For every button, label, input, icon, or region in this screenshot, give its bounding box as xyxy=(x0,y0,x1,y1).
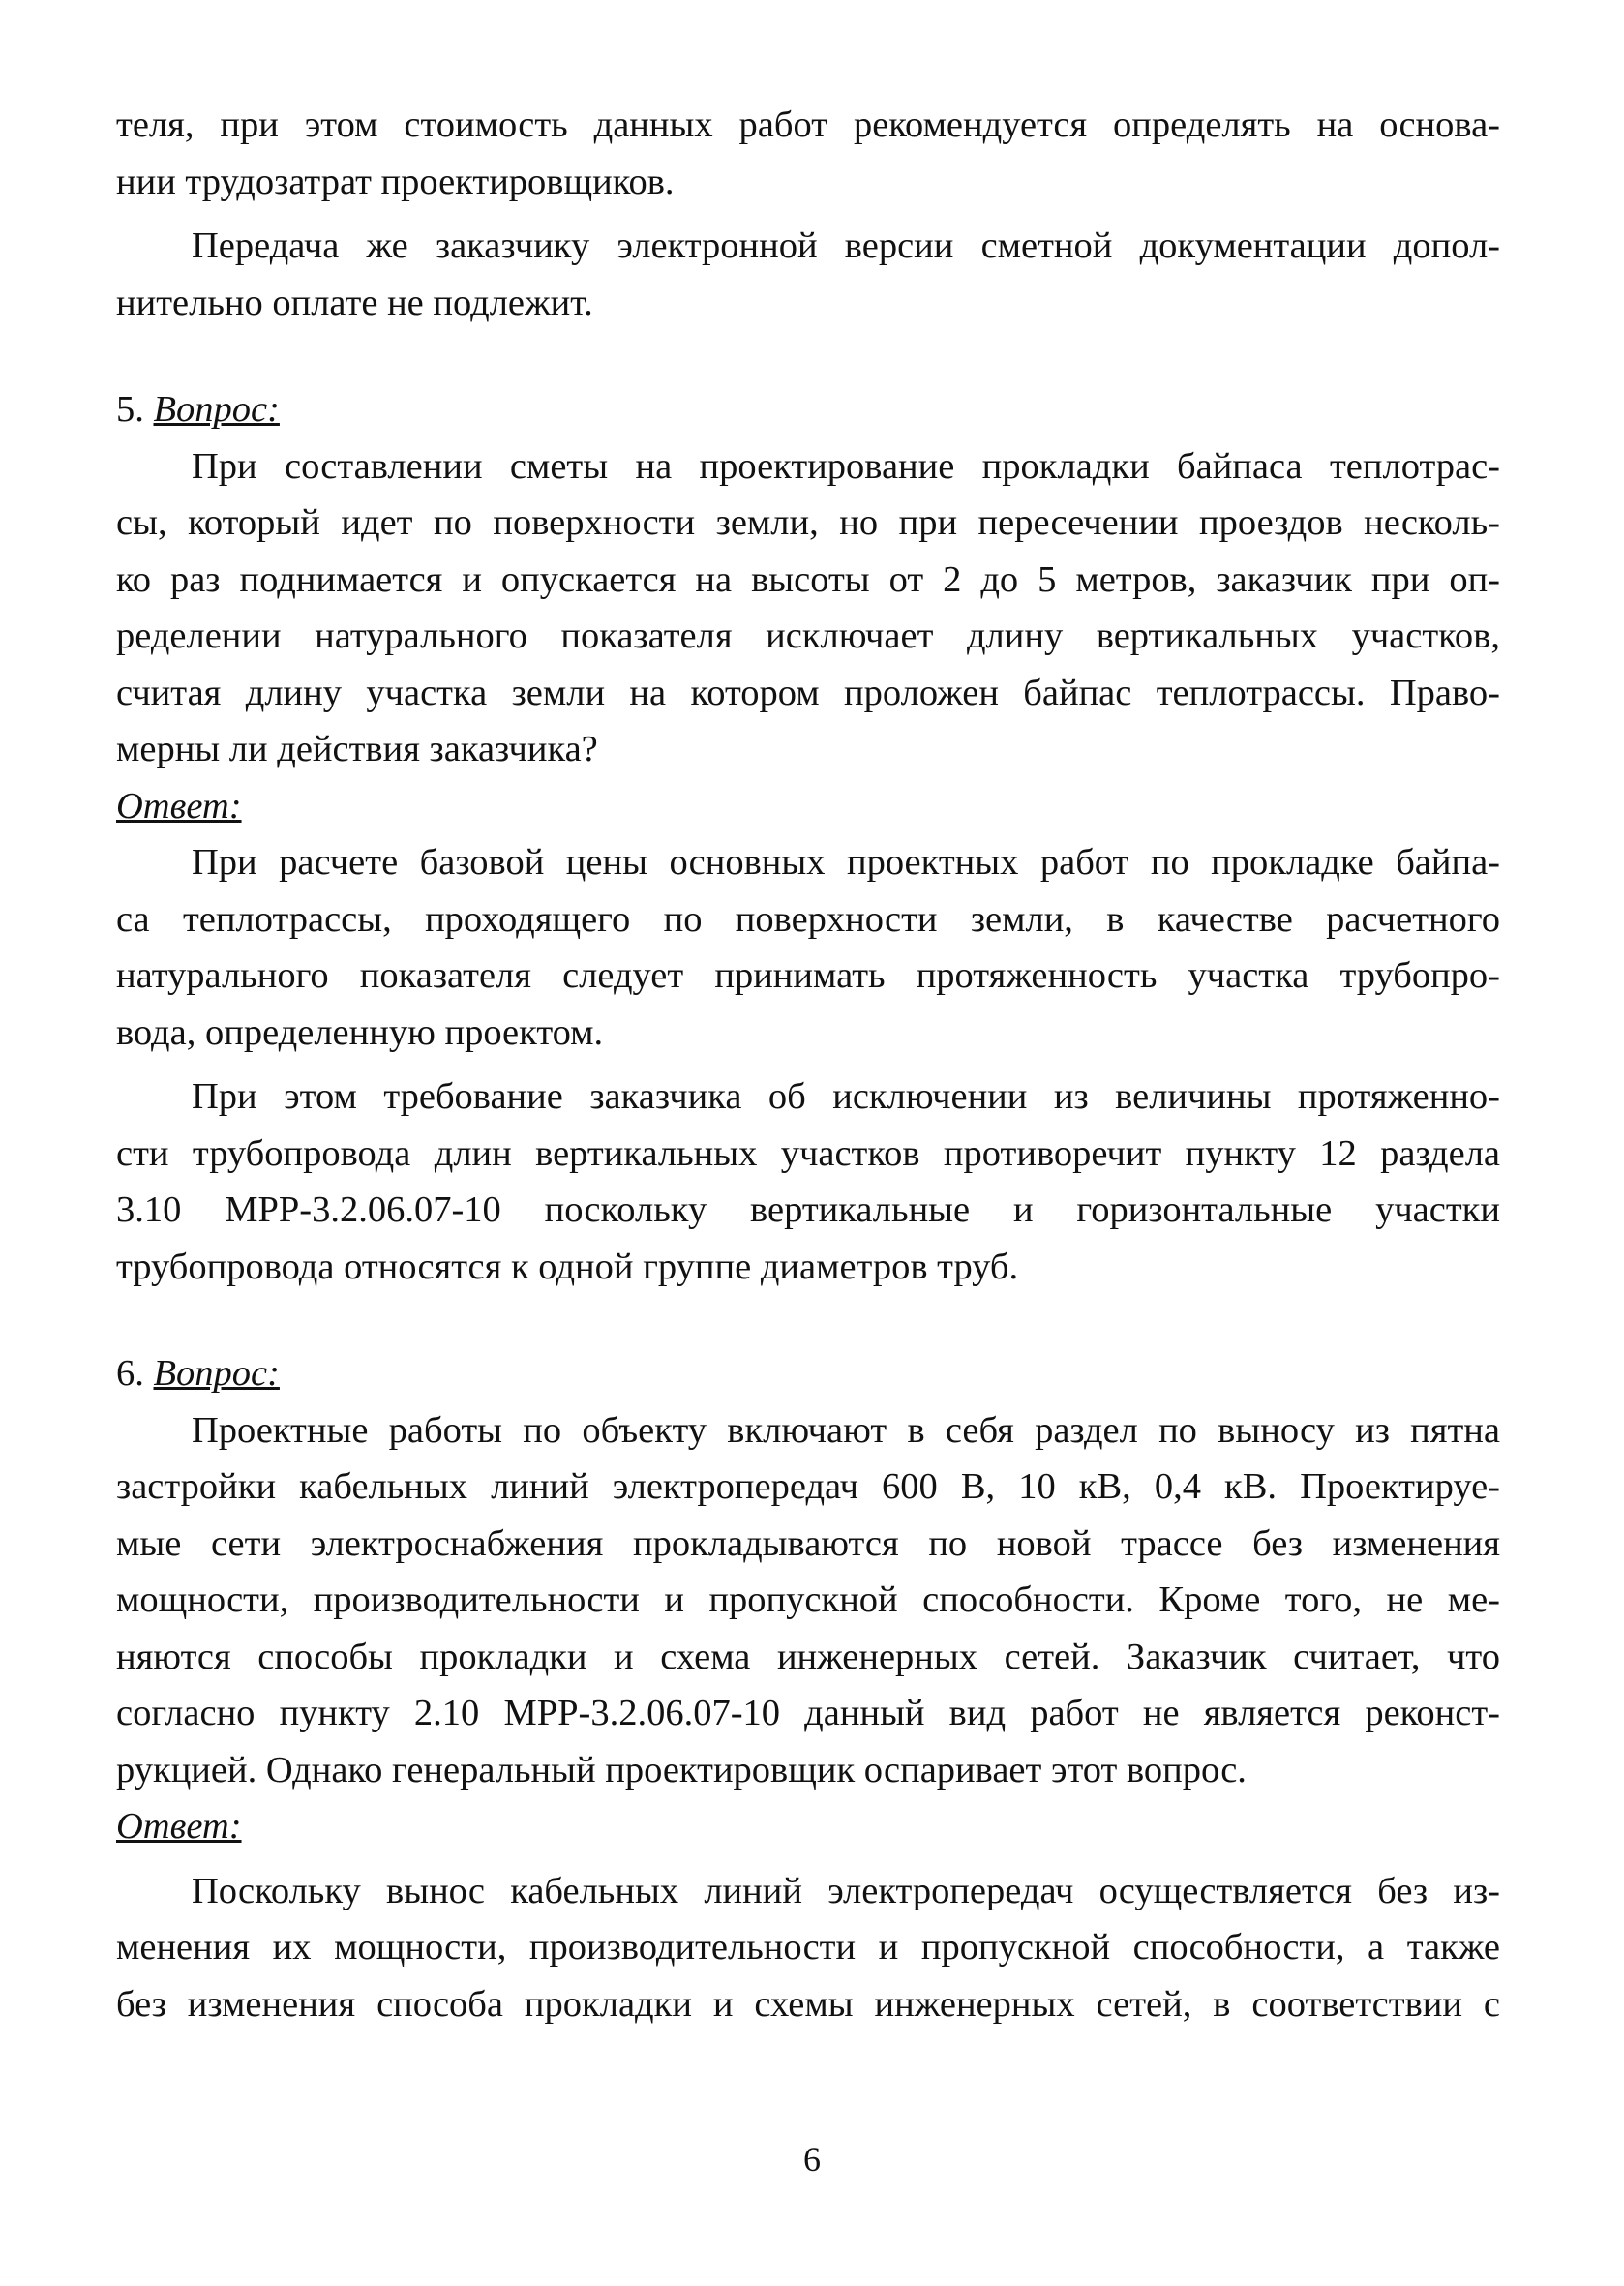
text-line: вода, определенную проектом. xyxy=(116,1011,604,1053)
answer-5-label: Ответ: xyxy=(116,785,242,827)
question-6-heading xyxy=(116,1345,1500,1402)
text-line: нительно оплате не подлежит. xyxy=(116,282,593,323)
text-line: Поскольку вынос кабельных линий электропередач осуществляется без из- xyxy=(192,1870,1500,1911)
text-line: ределении натурального показателя исключает длину вертикальных участков, xyxy=(116,616,1500,656)
question-label: Вопрос: xyxy=(153,389,280,430)
answer-5-paragraph-1 xyxy=(116,834,1500,1061)
text-line: натурального показателя следует принимать протяженность участка трубопро- xyxy=(116,955,1500,996)
text-line: При этом требование заказчика об исключении из величины протяженно- xyxy=(192,1076,1500,1117)
question-5-heading xyxy=(116,381,1500,438)
text-line: менения их мощности, производительности и пропускной способности, а также xyxy=(116,1927,1500,1968)
text-line: считая длину участка земли на котором проложен байпас теплотрассы. Право- xyxy=(116,672,1500,713)
paragraph-continuation xyxy=(116,97,1500,210)
text-line: Проектные работы по объекту включают в себя раздел по выносу из пятна xyxy=(192,1409,1500,1451)
text-line: мерны ли действия заказчика? xyxy=(116,729,598,769)
text-line: са теплотрассы, проходящего по поверхности земли, в качестве расчетного xyxy=(116,898,1500,940)
text-line: сти трубопровода длин вертикальных участков противоречит пункту 12 раздела xyxy=(116,1132,1500,1174)
document-page xyxy=(116,97,1500,2032)
text-line: согласно пункту 2.10 МРР-3.2.06.07-10 данный вид работ не является реконст- xyxy=(116,1693,1500,1733)
text-line: При составлении сметы на проектирование прокладки байпаса теплотрас- xyxy=(192,445,1500,487)
text-line: сы, который идет по поверхности земли, но при пересечении проездов несколь- xyxy=(116,502,1500,543)
text-line: рукцией. Однако генеральный проектировщик оспаривает этот вопрос. xyxy=(116,1749,1247,1790)
text-line: теля, при этом стоимость данных работ рекомендуется определять на основа- xyxy=(116,105,1500,145)
paragraph-electronic-version xyxy=(116,218,1500,331)
text-line: няются способы прокладки и схема инженерных сетей. Заказчик считает, что xyxy=(116,1636,1500,1677)
question-6-text xyxy=(116,1402,1500,1799)
text-line: ко раз поднимается и опускается на высоты от 2 до 5 метров, заказчик при оп- xyxy=(116,558,1500,600)
answer-6-paragraph-1 xyxy=(116,1863,1500,2033)
text-line: нии трудозатрат проектировщиков. xyxy=(116,161,675,202)
question-label: Вопрос: xyxy=(153,1353,280,1394)
answer-6-label: Ответ: xyxy=(116,1806,242,1847)
text-line: застройки кабельных линий электропередач 600 В, 10 кВ, 0,4 кВ. Проектируе- xyxy=(116,1466,1500,1507)
text-line: 3.10 МРР-3.2.06.07-10 поскольку вертикальные и горизонтальные участки xyxy=(116,1189,1500,1230)
question-5-text xyxy=(116,438,1500,778)
text-line: трубопровода относятся к одной группе диаметров труб. xyxy=(116,1246,1019,1287)
text-line: При расчете базовой цены основных проектных работ по прокладке байпа- xyxy=(192,842,1500,883)
text-line: Передача же заказчику электронной версии сметной документации допол- xyxy=(192,226,1500,266)
text-line: мощности, производительности и пропускной способности. Кроме того, не ме- xyxy=(116,1579,1500,1620)
page-number: 6 xyxy=(803,2140,821,2179)
text-line: без изменения способа прокладки и схемы инженерных сетей, в соответствии с xyxy=(116,1983,1500,2025)
answer-5-paragraph-2 xyxy=(116,1068,1500,1295)
question-number: 5. xyxy=(116,389,144,430)
question-number: 6. xyxy=(116,1353,144,1394)
text-line: мые сети электроснабжения прокладываются по новой трассе без изменения xyxy=(116,1522,1500,1564)
